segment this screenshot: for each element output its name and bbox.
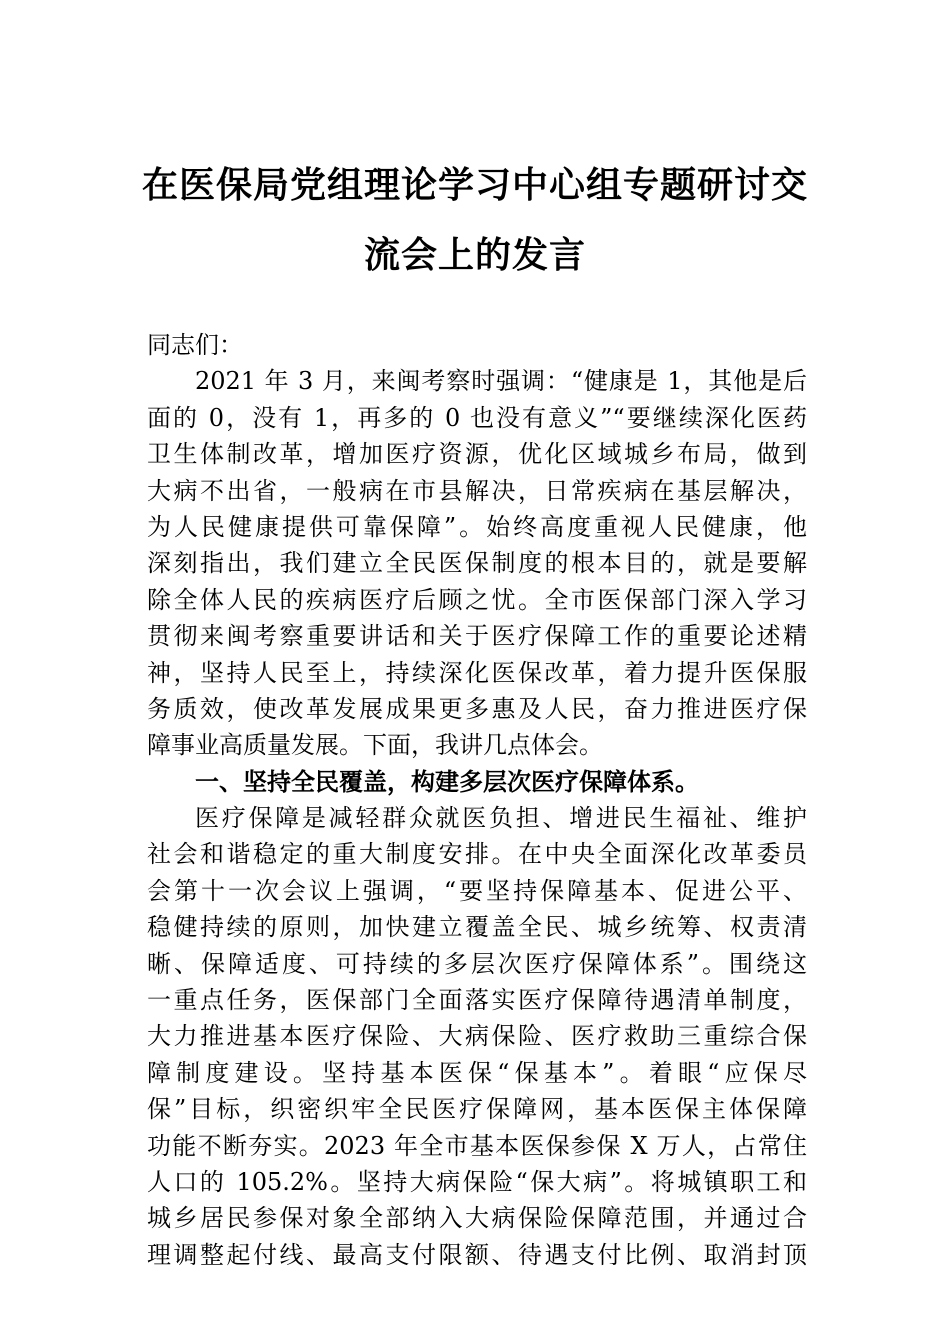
paragraph-line: 贯彻来闽考察重要讲话和关于医疗保障工作的重要论述精 bbox=[147, 622, 807, 651]
paragraph-line: 面的 0，没有 1，再多的 0 也没有意义”“要继续深化医药 bbox=[147, 403, 807, 432]
paragraph-line: 会第十一次会议上强调，“要坚持保障基本、促进公平、 bbox=[147, 876, 807, 905]
paragraph-line: 障制度建设。坚持基本医保“保基本”。着眼“应保尽 bbox=[147, 1058, 807, 1087]
document-title-line-1: 在医保局党组理论学习中心组专题研讨交 bbox=[141, 164, 808, 206]
paragraph-line: 务质效，使改革发展成果更多惠及人民，奋力推进医疗保 bbox=[147, 694, 807, 723]
paragraph-line: 卫生体制改革，增加医疗资源，优化区域城乡布局，做到 bbox=[147, 440, 807, 469]
paragraph-line: 深刻指出，我们建立全民医保制度的根本目的，就是要解 bbox=[147, 549, 807, 578]
paragraph-line: 保”目标，织密织牢全民医疗保障网，基本医保主体保障 bbox=[147, 1095, 807, 1124]
paragraph-line: 晰、保障适度、可持续的多层次医疗保障体系”。围绕这 bbox=[147, 949, 807, 978]
document-title-line-2: 流会上的发言 bbox=[363, 234, 586, 276]
paragraph-line: 医疗保障是减轻群众就医负担、增进民生福祉、维护 bbox=[195, 804, 807, 833]
paragraph-line: 城乡居民参保对象全部纳入大病保险保障范围，并通过合 bbox=[147, 1204, 807, 1233]
paragraph-2 bbox=[147, 800, 807, 1273]
paragraph-line: 一重点任务，医保部门全面落实医疗保障待遇清单制度， bbox=[147, 986, 807, 1015]
paragraph-line: 大力推进基本医疗保险、大病保险、医疗救助三重综合保 bbox=[147, 1022, 807, 1051]
document-body bbox=[147, 327, 807, 1273]
paragraph-line: 大病不出省，一般病在市县解决，日常疾病在基层解决， bbox=[147, 476, 807, 505]
paragraph-line: 障事业高质量发展。下面，我讲几点体会。 bbox=[147, 731, 603, 760]
paragraph-line: 社会和谐稳定的重大制度安排。在中央全面深化改革委员 bbox=[147, 840, 807, 869]
paragraph-line: 人口的 105.2%。坚持大病保险“保大病”。将城镇职工和 bbox=[147, 1167, 807, 1196]
paragraph-line: 2021 年 3 月，来闽考察时强调：“健康是 1，其他是后 bbox=[195, 367, 807, 396]
paragraph-1 bbox=[147, 363, 807, 763]
paragraph-line: 稳健持续的原则，加快建立覆盖全民、城乡统筹、权责清 bbox=[147, 913, 807, 942]
paragraph-line: 神，坚持人民至上，持续深化医保改革，着力提升医保服 bbox=[147, 658, 807, 687]
paragraph-line: 为人民健康提供可靠保障”。始终高度重视人民健康，他 bbox=[147, 512, 807, 541]
paragraph-line: 除全体人民的疾病医疗后顾之忧。全市医保部门深入学习 bbox=[147, 585, 807, 614]
section-heading: 一、坚持全民覆盖，构建多层次医疗保障体系。 bbox=[195, 767, 699, 796]
salutation: 同志们： bbox=[147, 331, 243, 359]
paragraph-line: 理调整起付线、最高支付限额、待遇支付比例、取消封顶 bbox=[147, 1240, 807, 1269]
paragraph-line: 功能不断夯实。2023 年全市基本医保参保 X 万人，占常住 bbox=[147, 1131, 807, 1160]
